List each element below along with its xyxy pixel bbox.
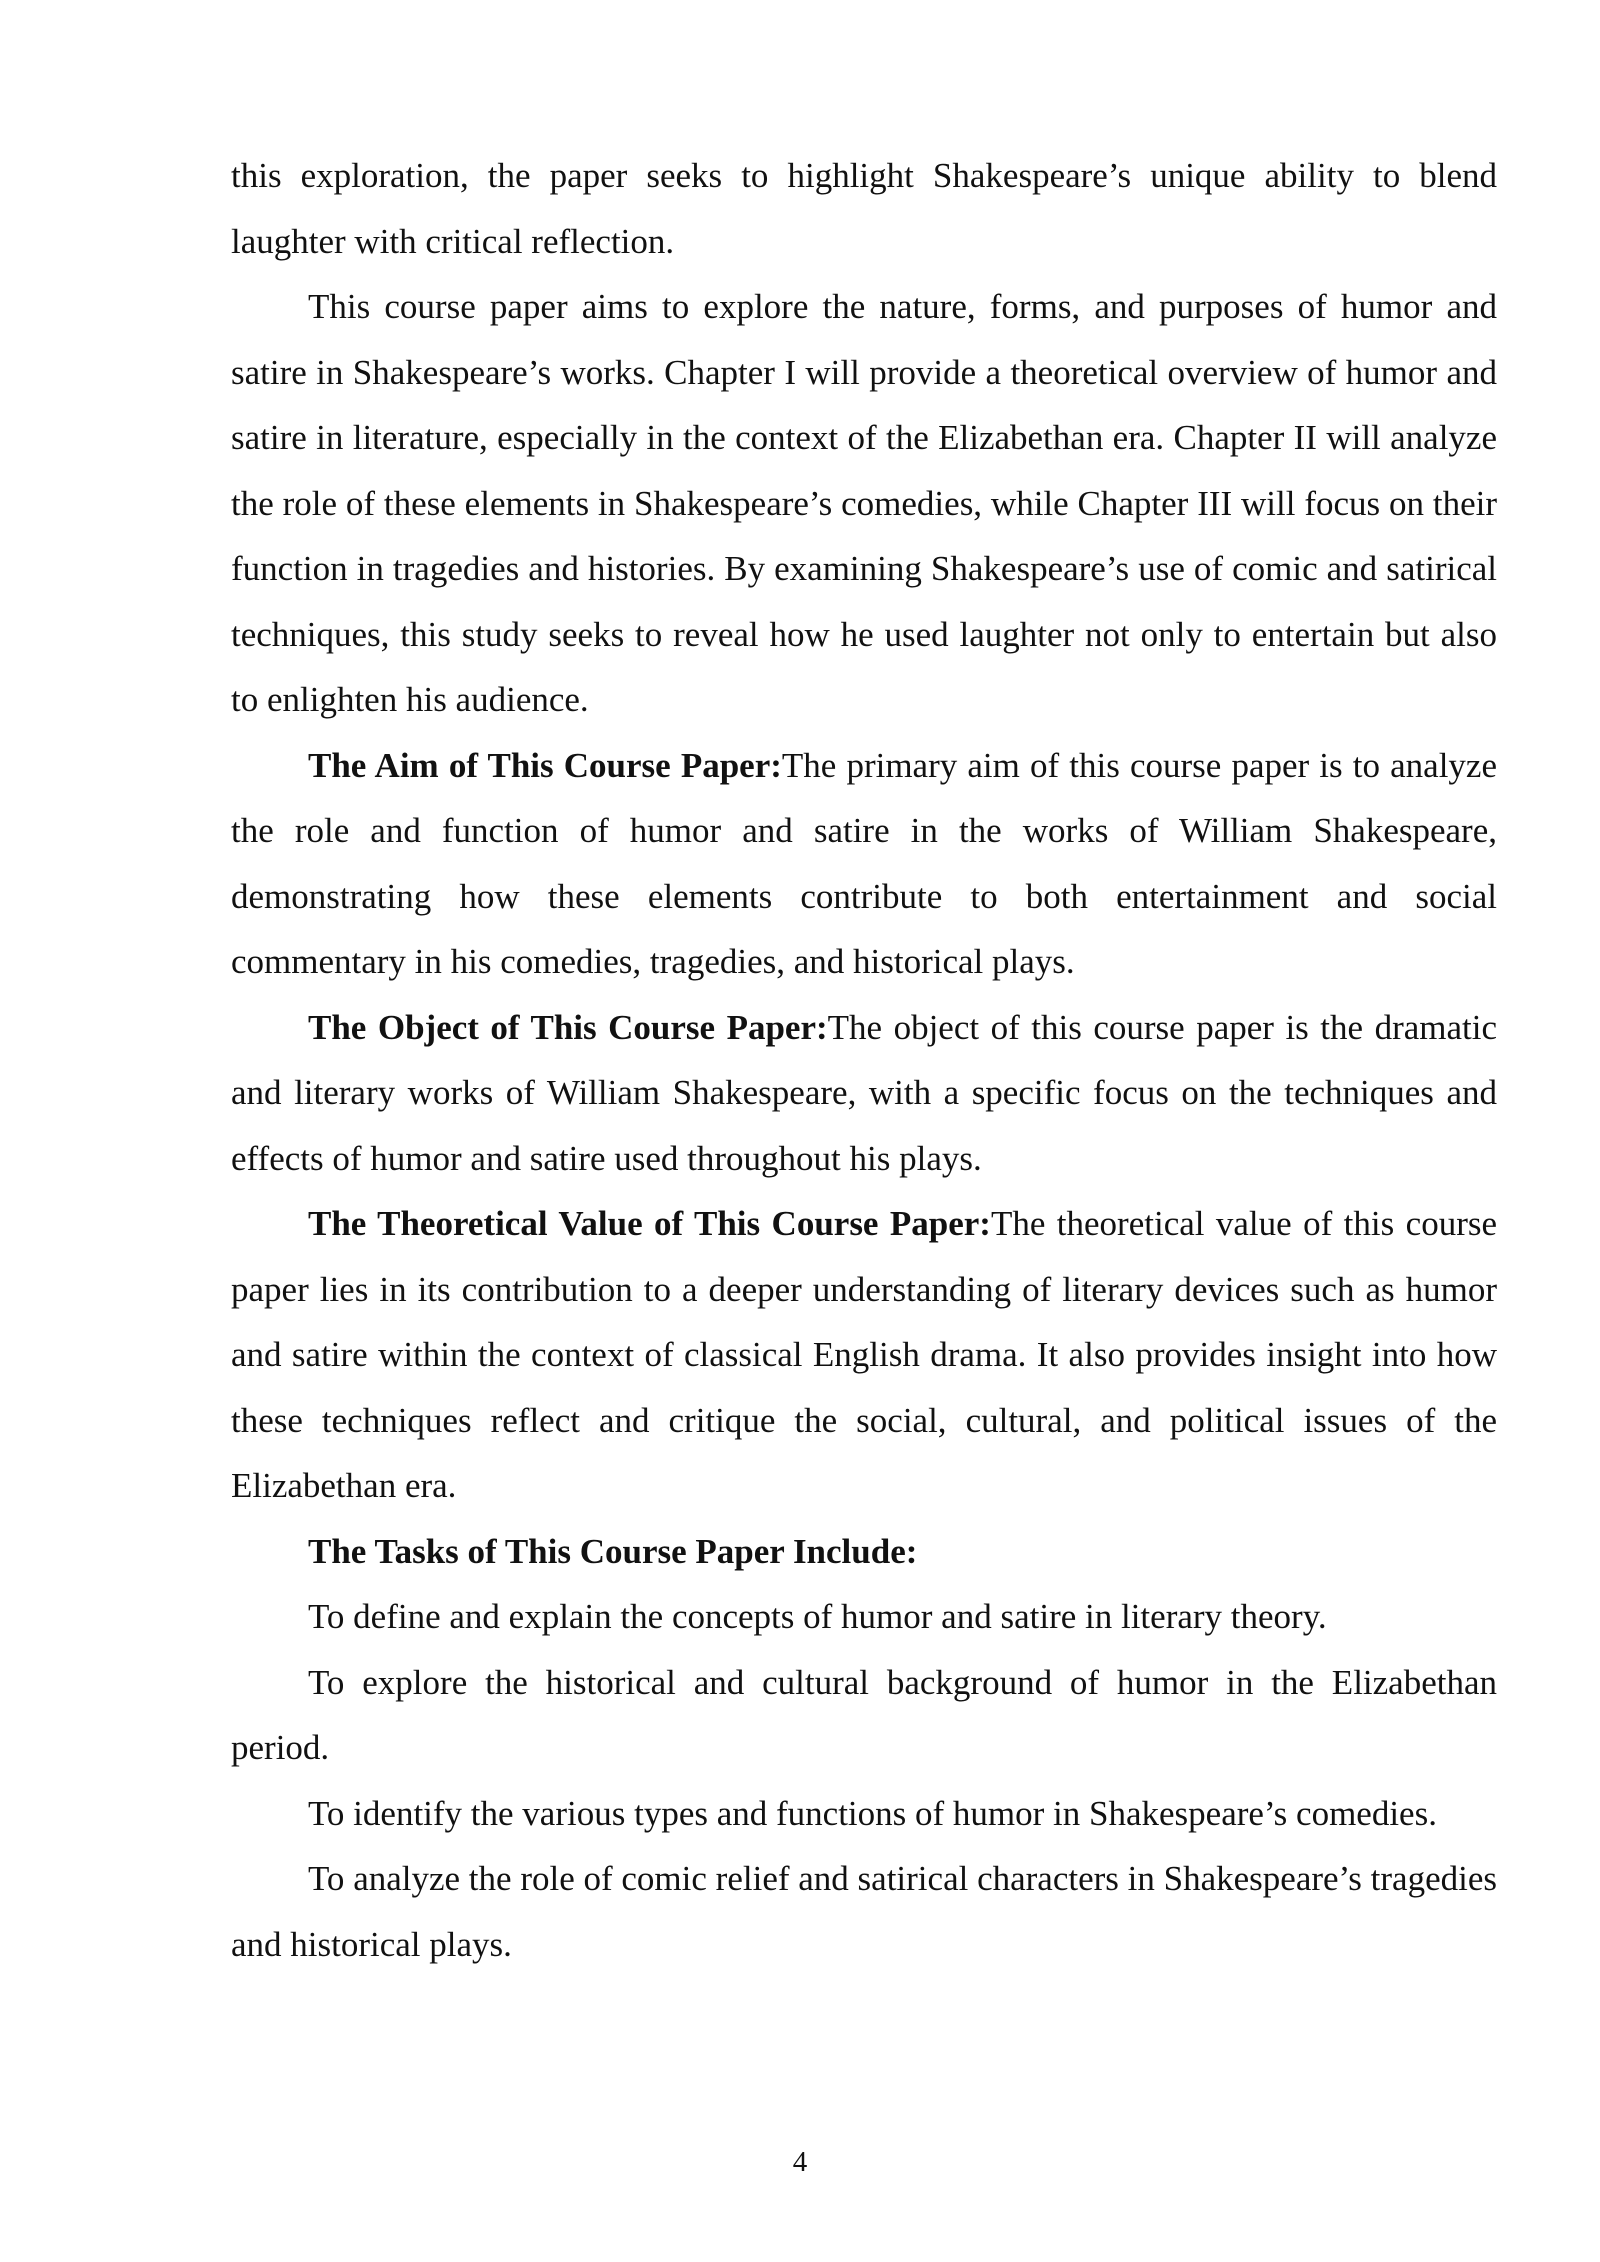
paragraph-text: This course paper aims to explore the nature, forms, and purposes of humor and satire in Shakespeare’s works. Chapter I will provide a theoretical overview of humor and satire in literature, especially in the context of the Elizabethan era. Chapter II will analyze the role of these elements in Shakespeare’s comedies, while Chapter III will focus on their function in tragedies and histories. By examining Shakespeare’s use of comic and satirical techniques, this study seeks to reveal how he used laughter not only to entertain but also to enlighten his audience. — [231, 287, 1497, 719]
task-item — [231, 1846, 1497, 1977]
paragraph-text: To define and explain the concepts of humor and satire in literary theory. — [308, 1597, 1327, 1636]
paragraph-continuation — [231, 143, 1497, 274]
page-number: 4 — [792, 2146, 808, 2178]
aim-heading: The Aim of This Course Paper: — [308, 745, 782, 785]
paragraph-text: The object of this course paper is the dramatic and literary works of William Shakespeare, with a specific focus on the techniques and effects of humor and satire used throughout his plays. — [231, 1007, 1498, 1178]
theoretical-value-heading: The Theoretical Value of This Course Paper: — [308, 1204, 991, 1243]
object-heading: The Object of This Course Paper: — [308, 1007, 828, 1047]
task-item — [231, 1781, 1497, 1847]
paragraph-theoretical-value — [231, 1191, 1497, 1519]
paragraph-aim — [231, 733, 1497, 995]
page-body — [231, 143, 1497, 1977]
paragraph-text: this exploration, the paper seeks to highlight Shakespeare’s unique ability to blend laughter with critical reflection. — [231, 156, 1497, 261]
task-item — [231, 1584, 1497, 1650]
tasks-heading: The Tasks of This Course Paper Include: — [308, 1531, 918, 1571]
paragraph-text: The theoretical value of this course paper lies in its contribution to a deeper understanding of literary devices such as humor and satire within the context of classical English drama. It also provides insight into how these techniques reflect and critique the social, cultural, and political issues of the Elizabethan era. — [231, 1204, 1498, 1505]
paragraph-text: To explore the historical and cultural background of humor in the Elizabethan period. — [231, 1662, 1497, 1767]
paragraph-introduction — [231, 274, 1497, 733]
paragraph-text: To identify the various types and functions of humor in Shakespeare’s comedies. — [308, 1793, 1437, 1833]
paragraph-tasks-heading — [231, 1519, 1497, 1585]
paragraph-text: To analyze the role of comic relief and satirical characters in Shakespeare’s tragedies and historical plays. — [231, 1859, 1497, 1964]
task-item — [231, 1650, 1497, 1781]
paragraph-object — [231, 995, 1497, 1192]
paragraph-text: The primary aim of this course paper is to analyze the role and function of humor and satire in the works of William Shakespeare, demonstrating how these elements contribute to both entertainment and social commentary in his comedies, tragedies, and historical plays. — [231, 745, 1497, 981]
